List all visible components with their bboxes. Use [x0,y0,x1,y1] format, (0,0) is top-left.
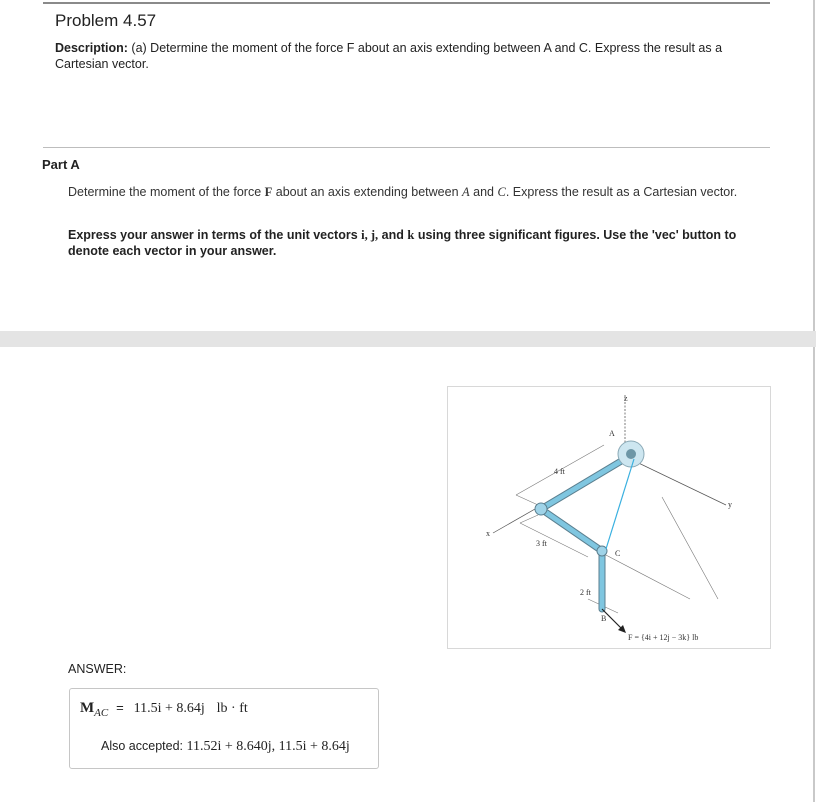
label-x: x [486,529,490,538]
label-3ft: 3 ft [536,539,547,548]
answer-expression [80,699,248,717]
pipe-segment-mid-fill [541,509,602,551]
part-a-title: Part A [42,157,80,172]
answer-symbol: M [80,700,95,716]
section-divider [43,147,770,148]
dimension-line-4ft [516,495,538,505]
label-b: B [601,614,607,623]
elbow-joint [535,503,547,515]
pipe-assembly-diagram [448,387,770,648]
label-2ft: 2 ft [580,588,591,597]
answer-unit: lb · ft [216,701,248,716]
ground-line [602,553,690,599]
section-band [0,331,816,347]
label-c: C [615,549,621,558]
answer-subscript: AC [94,707,109,719]
label-z: z [624,394,628,403]
label-a: A [609,429,615,438]
question-text-2: about an axis extending between [275,185,459,199]
part-a-instructions [68,227,768,259]
dimension-line-3ft-lower [520,523,588,557]
question-text-1: Determine the moment of the force [68,185,262,199]
instructions-and: and [381,228,404,242]
force-label: F = {4i + 12j − 3k} lb [628,633,699,642]
pipe-segment-ab-fill [541,457,628,509]
header-rule [43,2,770,4]
instructions-text-1: Express your answer in terms of the unit vectors [68,228,358,242]
description-text: (a) Determine the moment of the force F about an axis extending between A and C. Express the result as a Cartesian vector. [55,41,723,71]
instructions-unit-k: k [407,228,415,242]
instructions-unit-vectors: i, j, [361,228,379,242]
question-text-3: . Express the result as a Cartesian vector. [505,185,738,199]
answer-equals: = [116,700,124,715]
y-axis [626,457,726,505]
part-a-question [68,184,758,200]
label-y: y [728,500,732,509]
projection-line [662,497,718,599]
problem-title: Problem 4.57 [55,11,157,30]
problem-description [55,40,765,72]
question-text-and: and [473,185,495,199]
question-point-c: C [497,185,506,199]
problem-figure [447,386,771,649]
answer-label: ANSWER: [68,662,127,676]
also-accepted-values: 11.52i + 8.640j, 11.5i + 8.64j [186,739,350,754]
answer-value: 11.5i + 8.64j [133,701,205,716]
also-accepted-label: Also accepted: [101,739,183,753]
question-force-symbol: F [264,185,273,199]
cable-ac [606,459,634,549]
label-4ft: 4 ft [554,467,565,476]
support-hub-a [626,449,636,459]
instructions-text-2: using three significant figures. Use the 'vec' button to denote each vector in your answer. [68,228,737,258]
question-point-a: A [462,185,470,199]
joint-c [597,546,607,556]
description-label: Description: [55,41,128,55]
answer-box [69,688,379,769]
page-right-border [813,0,815,802]
also-accepted [101,739,350,755]
